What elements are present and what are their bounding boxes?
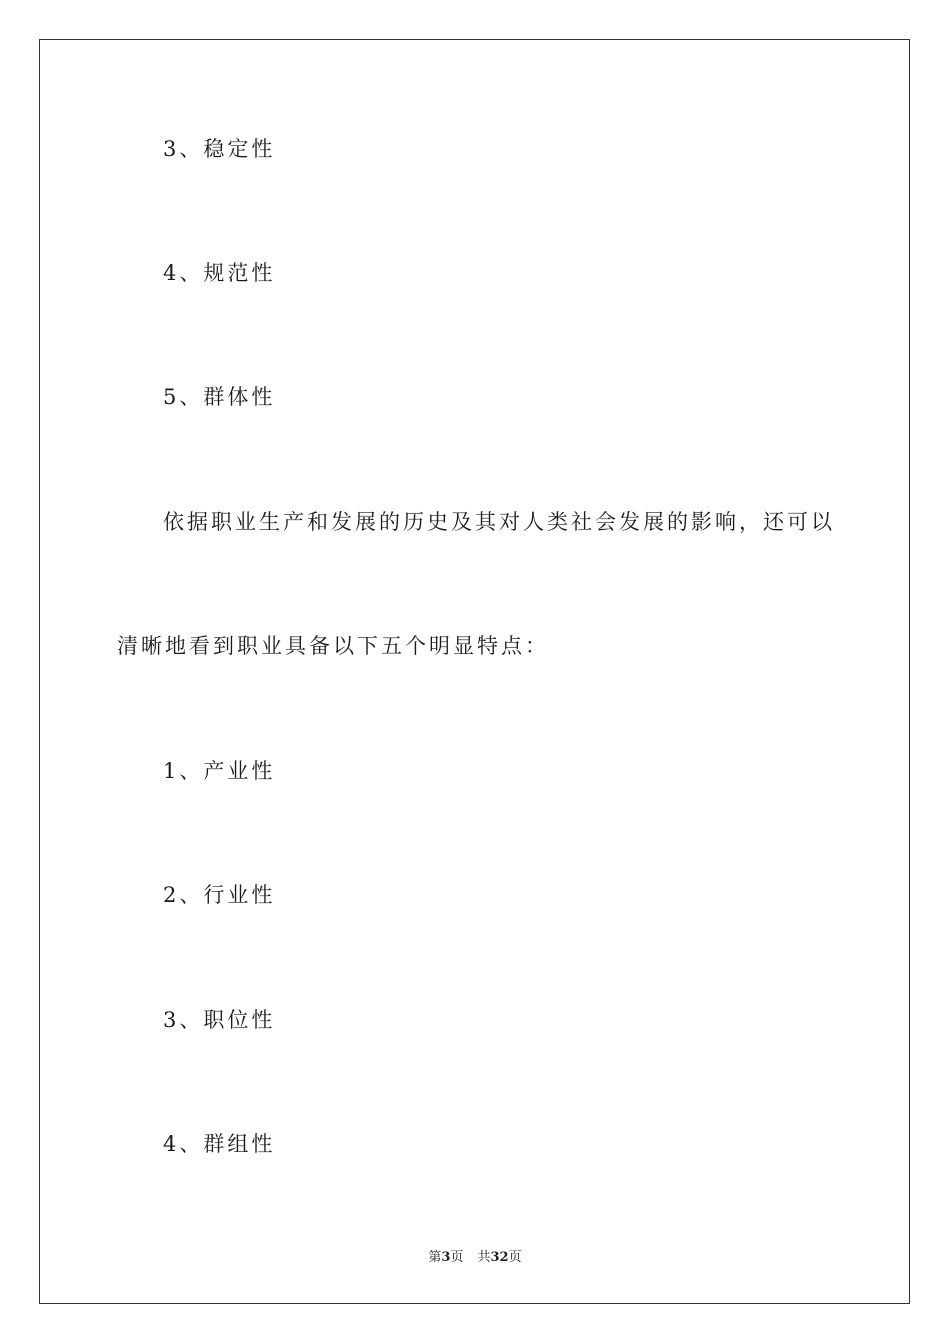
paragraph-second-line: 清晰地看到职业具备以下五个明显特点： <box>117 634 549 658</box>
list-item-group: 4、群组性 <box>163 1132 276 1156</box>
paragraph-first-line: 依据职业生产和发展的历史及其对人类社会发展的影响，还可以 <box>163 510 835 534</box>
total-prefix: 共 <box>477 1250 491 1265</box>
list-item-industry: 1、产业性 <box>163 759 276 783</box>
page-footer <box>0 1246 950 1265</box>
list-item-collectivity: 5、群体性 <box>163 385 276 409</box>
list-item-trade: 2、行业性 <box>163 883 276 907</box>
total-pages: 32 <box>490 1250 509 1265</box>
list-item-normativity: 4、规范性 <box>163 261 276 285</box>
total-suffix: 页 <box>508 1250 522 1265</box>
list-item-stability: 3、稳定性 <box>163 137 276 161</box>
page-prefix: 第 <box>428 1250 442 1265</box>
page-suffix: 页 <box>450 1250 464 1265</box>
page-frame <box>39 39 910 1304</box>
page-number: 3 <box>441 1250 451 1265</box>
list-item-position: 3、职位性 <box>163 1008 276 1032</box>
